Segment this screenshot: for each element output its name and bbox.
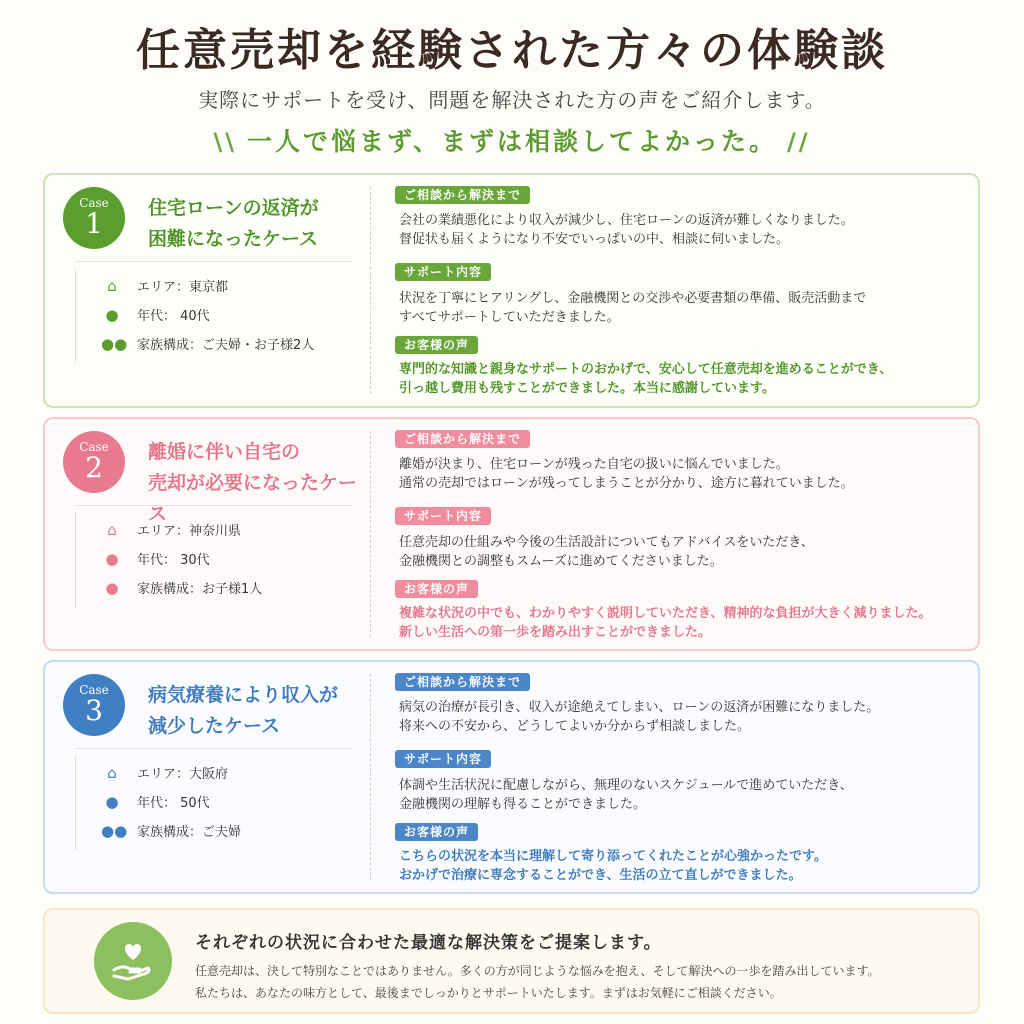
slash-right-icon: // [787, 128, 811, 156]
info-family-text: 家族構成：ご夫婦 [137, 825, 242, 840]
text-line: 私たちは、あなたの味方として、最後までしっかりとサポートいたします。まずはお気軽にご相談ください。 [195, 986, 782, 1000]
case-title-line: 病気療養により収入が [148, 684, 339, 706]
text-line: 専門的な知識と親身なサポートのおかげで、安心して任意売却を進めることができ、 [399, 362, 893, 377]
text-line: 任意売却の仕組みや今後の生活設計についてもアドバイスをいただき、 [399, 535, 814, 550]
home-icon: ⌂ [107, 521, 117, 539]
text-line: 任意売却は、決して特別なことではありません。多くの方が同じような悩みを抱え、そして解決への一歩を踏み出しています。 [195, 964, 880, 978]
info-age [101, 549, 210, 569]
case-summary [45, 419, 370, 649]
case-title-line: 減少したケース [148, 715, 281, 737]
text-line: 新しい生活への第一歩を踏み出すことができました。 [399, 625, 712, 640]
text-line: 通常の売却ではローンが残ってしまうことが分かり、途方に暮れていました。 [399, 476, 854, 491]
info-family [101, 334, 314, 354]
page-subtitle: 実際にサポートを受け、問題を解決された方の声をご紹介します。 [198, 88, 826, 112]
divider [75, 748, 353, 749]
divider [370, 674, 371, 880]
home-icon: ⌂ [107, 764, 117, 782]
divider [75, 756, 76, 850]
footer-title: それぞれの状況に合わせた最適な解決策をご提案します。 [195, 933, 662, 953]
support-label: サポート内容 [395, 750, 491, 768]
consult-label: ご相談から解決まで [395, 186, 530, 204]
case-card-1 [43, 173, 980, 408]
case-number: 2 [85, 451, 103, 484]
heart-hand-icon [94, 922, 172, 1000]
voice-text [399, 847, 984, 885]
info-family-text: 家族構成：お子様1人 [137, 582, 263, 597]
info-area-text: エリア：東京都 [137, 280, 229, 295]
case-title [148, 680, 368, 742]
case-number: 1 [85, 207, 103, 240]
person-icon: ● [105, 306, 119, 324]
case-details [390, 175, 980, 406]
voice-label: お客様の声 [395, 580, 478, 598]
consult-text [399, 455, 984, 493]
text-line: 状況を丁寧にヒアリングし、金融機関との交渉や必要書類の準備、販売活動まで [399, 291, 867, 306]
divider [75, 269, 76, 363]
case-title-line: 売却が必要になったケース [148, 472, 358, 525]
case-card-3 [43, 660, 980, 894]
info-age [101, 305, 210, 325]
support-text [399, 289, 984, 327]
text-line: 引っ越し費用も残すことができました。本当に感謝しています。 [399, 381, 775, 396]
support-label: サポート内容 [395, 263, 491, 281]
info-age-text: 年代： 50代 [137, 796, 210, 811]
info-area [101, 276, 228, 296]
support-text [399, 533, 984, 571]
page-title: 任意売却を経験された方々の体験談 [136, 25, 888, 76]
case-title-line: 離婚に伴い自宅の [148, 441, 301, 463]
divider [75, 513, 76, 607]
text-line: おかげで治療に専念することができ、生活の立て直しができました。 [399, 868, 802, 883]
case-title [148, 193, 368, 255]
text-line: 金融機関の理解も得ることができました。 [399, 797, 647, 812]
home-icon: ⌂ [107, 277, 117, 295]
info-age [101, 792, 210, 812]
text-line: こちらの状況を本当に理解して寄り添ってくれたことが心強かったです。 [399, 849, 827, 864]
info-area-text: エリア：大阪府 [137, 767, 229, 782]
info-family-text: 家族構成：ご夫婦・お子様2人 [137, 338, 315, 353]
case-word: Case [79, 683, 109, 697]
text-line: 将来への不安から、どうしてよいか分からず相談しました。 [399, 719, 751, 734]
consult-text [399, 698, 984, 736]
case-details [390, 419, 980, 649]
family-icon: ●● [101, 335, 128, 353]
consult-label: ご相談から解決まで [395, 430, 530, 448]
voice-text [399, 604, 984, 642]
case-summary [45, 662, 370, 892]
text-line: 会社の業績悪化により収入が減少し、住宅ローンの返済が難しくなりました。 [399, 213, 854, 228]
voice-label: お客様の声 [395, 823, 478, 841]
info-area [101, 520, 241, 540]
divider [370, 431, 371, 637]
info-area-text: エリア：神奈川県 [137, 524, 242, 539]
text-line: 金融機関との調整もスムーズに進めてくださいました。 [399, 554, 723, 569]
info-age-text: 年代： 40代 [137, 309, 210, 324]
text-line: 督促状も届くようになり不安でいっぱいの中、相談に伺いました。 [399, 232, 790, 247]
slash-left-icon: \\ [213, 128, 237, 156]
divider [75, 261, 353, 262]
info-age-text: 年代： 30代 [137, 553, 210, 568]
family-icon: ●● [101, 822, 128, 840]
text-line: 複雑な状況の中でも、わかりやすく説明していただき、精神的な負担が大きく減りました。 [399, 606, 932, 621]
case-word: Case [79, 440, 109, 454]
divider [75, 505, 353, 506]
text-line: すべてサポートしていただきました。 [399, 310, 620, 325]
catch-copy-text: 一人で悩まず、まずは相談してよかった。 [246, 127, 777, 156]
case-card-2 [43, 417, 980, 651]
info-family [101, 821, 241, 841]
case-title-line: 住宅ローンの返済が [148, 197, 319, 219]
footer-text [195, 960, 975, 1004]
consult-label: ご相談から解決まで [395, 673, 530, 691]
footer-box [43, 908, 980, 1014]
person-icon: ● [105, 793, 119, 811]
case-title [148, 437, 368, 530]
support-label: サポート内容 [395, 507, 491, 525]
case-details [390, 662, 980, 892]
case-badge [63, 431, 125, 493]
info-area [101, 763, 228, 783]
case-word: Case [79, 196, 109, 210]
case-badge [63, 674, 125, 736]
divider [370, 187, 371, 394]
text-line: 離婚が決まり、住宅ローンが残った自宅の扱いに悩んでいました。 [399, 457, 789, 472]
consult-text [399, 211, 984, 249]
case-badge [63, 187, 125, 249]
person-icon: ● [105, 550, 119, 568]
catch-copy [0, 122, 1024, 158]
case-number: 3 [85, 694, 103, 727]
person-icon: ● [105, 579, 119, 597]
text-line: 病気の治療が長引き、収入が途絶えてしまい、ローンの返済が困難になりました。 [399, 700, 880, 715]
text-line: 体調や生活状況に配慮しながら、無理のないスケジュールで進めていただき、 [399, 778, 853, 793]
voice-label: お客様の声 [395, 336, 478, 354]
case-summary [45, 175, 370, 406]
case-title-line: 困難になったケース [148, 228, 319, 250]
info-family [101, 578, 262, 598]
support-text [399, 776, 984, 814]
voice-text [399, 360, 984, 398]
